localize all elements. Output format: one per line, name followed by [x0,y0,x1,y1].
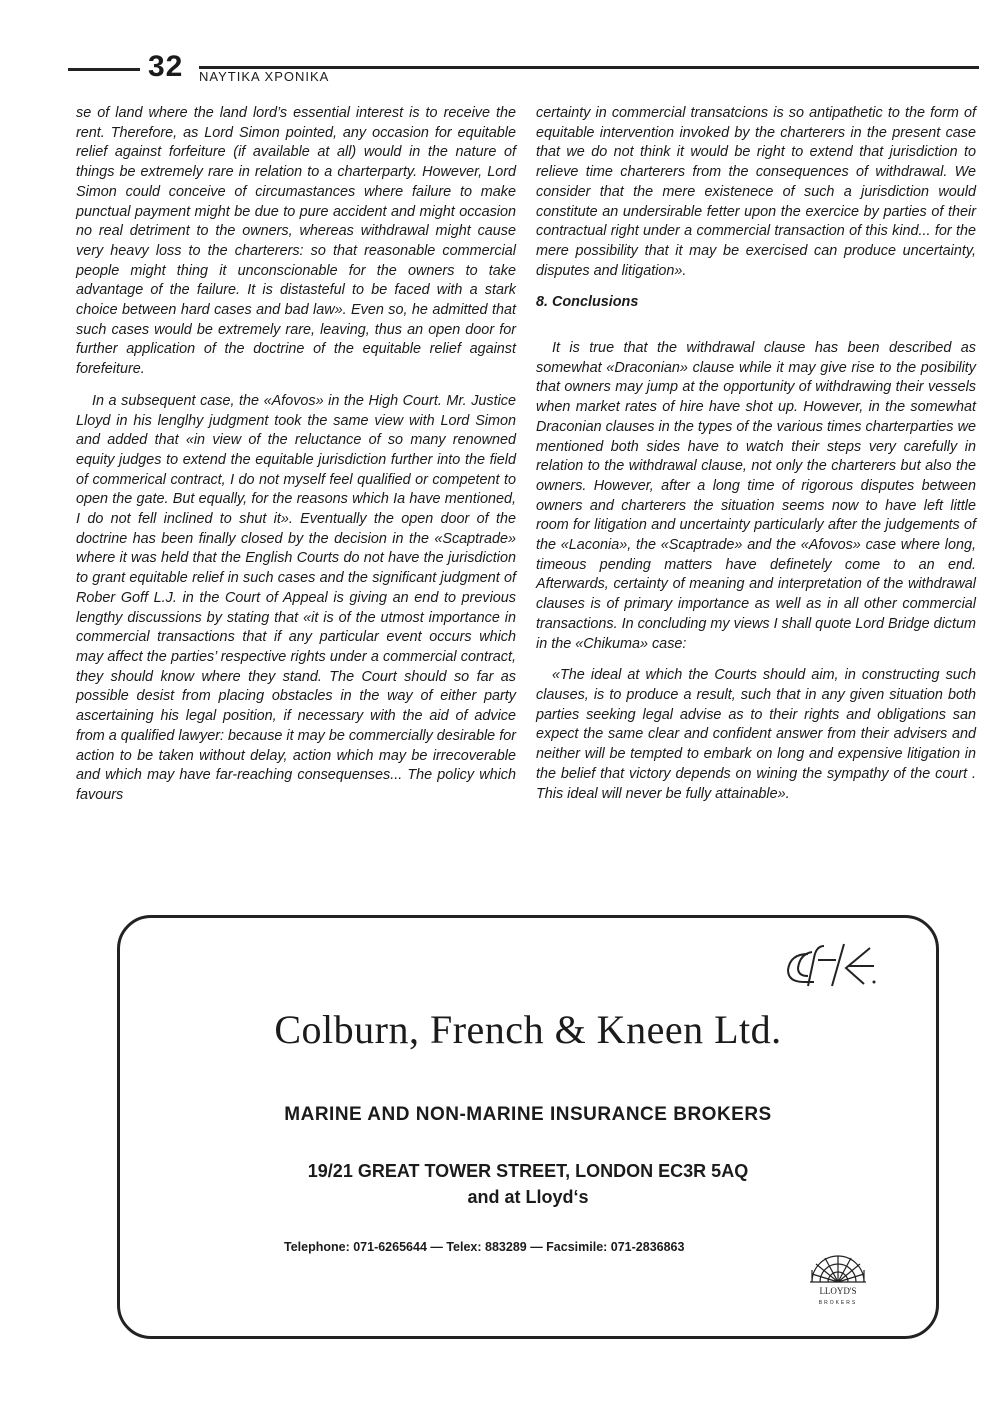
article-right-column [536,104,976,816]
article-paragraph: In a subsequent case, the «Afovos» in the High Court. Mr. Justice Lloyd in his lenglhy judgment took the same view with Lord Simon and added that «in view of the reluctance of so many renowned equity judges to extend the equitable jurisdiction further into the field of commerical contract, I do not myself feel qualified or competent to open the gate. But equally, for the reasons which Ia have mentioned, I do not fell inclined to shut it». Eventually the open door of the doctrine has been finally closed by the decision in the «Scaptrade» where it was held that the English Courts do not have the jurisdiction to grant equitable relief in such cases and the significant judgment of Rober Goff L.J. in the Court of Appeal is giving an end to previous lengthy discussions by stating that «it is of the utmost importance in commercial transactions that if any particular event occurs which may affect the parties’ respective rights under a commercial contract, they should know where they stand. The Court should so far as possible desist from placing obstacles in the way of either party ascertaining his legal position, if necessary with the aid of advice from a qualified lawyer: because it may be commercially desirable for action to be taken without delay, action which may be irrecoverable and which may have far-reaching consequenses... The policy which favours [76,392,516,803]
article-left-column [76,104,516,818]
business-description: MARINE AND NON-MARINE INSURANCE BROKERS [284,1104,772,1125]
lloyds-logo-sub: BROKERS [818,1300,858,1306]
contact-details: Telephone: 071-6265644 — Telex: 883289 — Facsimile: 071-2836863 [284,1240,685,1254]
lloyds-logo-name: LLOYD'S [819,1286,857,1296]
article-paragraph: «The ideal at which the Courts should aim, in constructing such clauses, is to produce a result, such that in any given situation both parties seeking legal advise as to their rights and obligations san expect the same clear and confident answer from their advisers and neither will be tempted to embark on long and expensive litigation in the belief that victory depends on wining the sympathy of the court . This ideal will never be fully attainable». [536,667,976,802]
company-name: Colburn, French & Kneen Ltd. [274,1007,782,1052]
article-paragraph: certainty in commercial transatcions is so antipathetic to the form of equitable intervention invoked by the charterers in the present case that we do not think it would be right to extend that jurisdiction to relieve time charterers from the consequences of withdrawal. We consider that the mere existenece of such a jurisdiction would constitute an undersirable fetter upon the exercice by parties of their contractual right under a commercial transaction of this kind... for the mere possibility that it may be exercised can produce uncertainty, disputes and litigation». [536,105,976,279]
article-paragraph: It is true that the withdrawal clause has been described as somewhat «Draconian» clause while it may give rise to the posibility that owners may jump at the opportunity of withdrawing their vessels when market rates of hire have shot up. However, in the somewhat Draconian clauses in the types of the various times charterparties we mentioned both sides have to watch their steps very carefully in relation to the withdrawal clause, not only the charterers but also the owners. However, after a long time of rigorous disputes between owners and charterers the situation seems now to have left little room for litigation and uncertainty particularly after the judgements of the «Laconia», the «Scaptrade» and the «Afovos» case where long, timeous pending matters have definetely come to an end. Afterwards, certainty of meaning and interpretation of the withdrawal clauses is of primary importance as well as in all other commercial transactions. In concluding my views I shall quote Lord Bridge dictum in the «Chikuma» case: [536,340,976,652]
address-line: 19/21 GREAT TOWER STREET, LONDON EC3R 5AQ [307,1161,749,1181]
company-address [120,1158,936,1210]
cfk-logo-icon [778,940,878,990]
magazine-title: ΝΑΥΤΙΚΑ ΧΡΟΝΙΚΑ [199,69,330,84]
address-line: and at Lloyd‘s [467,1187,589,1207]
article-paragraph: se of land where the land lord’s essential interest is to receive the rent. Therefore, as Lord Simon pointed, any occasion for equitable relief against forfeiture (if available at all) would in the nature of things be extremely rare in relation to a charterparty. However, Lord Simon could conceive of circumastances where failure to make punctual payment might be due to pure accident and might occasion no real detriment to the owners, whereas withdrawal might cause very heavy loss to the charterers: so that reasonable commercial people might thing it unconscionable for the owners to take advantage of the failure. It is distasteful to be faced with a stark choice between hard cases and bad law». Even so, he admitted that such cases would be extremely rare, leaving, thus an open door for further application of the doctrine of the equitable relief against forefeiture. [76,105,516,378]
section-heading: 8. Conclusions [536,294,639,311]
header-rule-left [68,68,140,71]
lloyds-brokers-logo-icon [806,1236,870,1308]
advertisement-box [117,915,939,1339]
page-number: 32 [148,50,184,83]
